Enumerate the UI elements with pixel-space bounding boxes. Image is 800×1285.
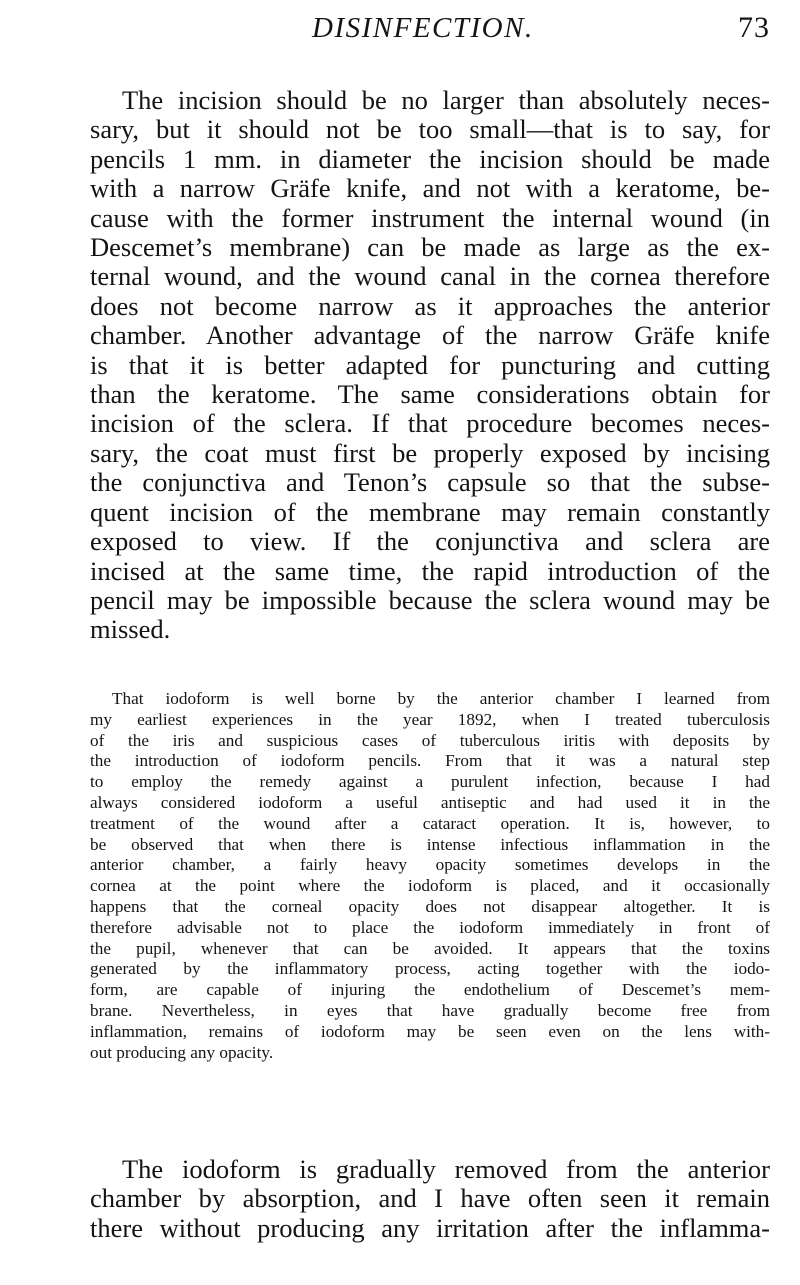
text-line: treatment of the wound after a cataract operation. It is, however, to	[90, 813, 770, 833]
text-line: anterior chamber, a fairly heavy opacity sometimes develops in the	[90, 855, 770, 875]
text-line: than the keratome. The same considerations obtain for	[90, 379, 770, 410]
page-number: 73	[738, 11, 770, 44]
text-line: pencil may be impossible because the sclera wound may be	[90, 584, 770, 615]
text-line: always considered iodoform a useful antiseptic and had used it in the	[90, 792, 770, 812]
text-line: generated by the inflammatory process, acting together with the iodo-	[90, 959, 770, 979]
text-line: therefore advisable not to place the iodoform immediately in front of	[90, 917, 770, 937]
text-line: the conjunctiva and Tenon’s capsule so that the subse-	[90, 467, 770, 498]
text-line: That iodoform is well borne by the anterior chamber I learned from	[112, 689, 770, 708]
running-head	[90, 8, 770, 48]
text-line: chamber. Another advantage of the narrow Gräfe knife	[90, 320, 770, 351]
text-line: exposed to view. If the conjunctiva and sclera are	[90, 526, 770, 557]
text-line: cornea at the point where the iodoform is placed, and it occasionally	[90, 876, 770, 896]
text-line: ternal wound, and the wound canal in the cornea therefore	[90, 261, 770, 292]
text-line: cause with the former instrument the internal wound (in	[90, 202, 770, 233]
text-line: there without producing any irritation after the inflamma-	[90, 1212, 770, 1243]
text-line: inflammation, remains of iodoform may be seen even on the lens with-	[90, 1021, 770, 1041]
text-line: incision of the sclera. If that procedure becomes neces-	[90, 408, 770, 439]
text-line: form, are capable of injuring the endothelium of Descemet’s mem-	[90, 980, 770, 1000]
text-line: The iodoform is gradually removed from the anterior	[122, 1154, 770, 1184]
text-line: to employ the remedy against a purulent infection, because I had	[90, 772, 770, 792]
text-line: of the iris and suspicious cases of tuberculous iritis with deposits by	[90, 730, 770, 750]
text-line: be observed that when there is intense infectious inflammation in the	[90, 834, 770, 854]
text-line: Descemet’s membrane) can be made as large as the ex-	[90, 232, 770, 263]
text-line: the pupil, whenever that can be avoided. It appears that the toxins	[90, 938, 770, 958]
paragraph-absorption	[90, 1155, 770, 1243]
text-line: pencils 1 mm. in diameter the incision should be made	[90, 143, 770, 174]
running-title: DISINFECTION.	[312, 12, 534, 44]
text-line: my earliest experiences in the year 1892, when I treated tuberculosis	[90, 709, 770, 729]
text-line: happens that the corneal opacity does not disappear altogether. It is	[90, 896, 770, 916]
text-line: missed.	[90, 614, 171, 645]
text-line: brane. Nevertheless, in eyes that have gradually become free from	[90, 1000, 770, 1020]
text-line: is that it is better adapted for puncturing and cutting	[90, 349, 770, 380]
text-line: sary, the coat must first be properly exposed by incising	[90, 437, 770, 468]
text-line: does not become narrow as it approaches the anterior	[90, 290, 770, 321]
text-line: The incision should be no larger than absolutely neces-	[122, 85, 770, 115]
text-line: sary, but it should not be too small—that is to say, for	[90, 114, 770, 145]
text-line: chamber by absorption, and I have often seen it remain	[90, 1183, 770, 1214]
text-line: quent incision of the membrane may remain constantly	[90, 496, 770, 527]
text-line: incised at the same time, the rapid introduction of the	[90, 555, 770, 586]
text-line: the introduction of iodoform pencils. From that it was a natural step	[90, 751, 770, 771]
text-line: with a narrow Gräfe knife, and not with a keratome, be-	[90, 173, 770, 204]
text-line: out producing any opacity.	[90, 1042, 274, 1062]
paragraph-iodoform-note	[90, 689, 770, 1063]
paragraph-incision	[90, 86, 770, 645]
